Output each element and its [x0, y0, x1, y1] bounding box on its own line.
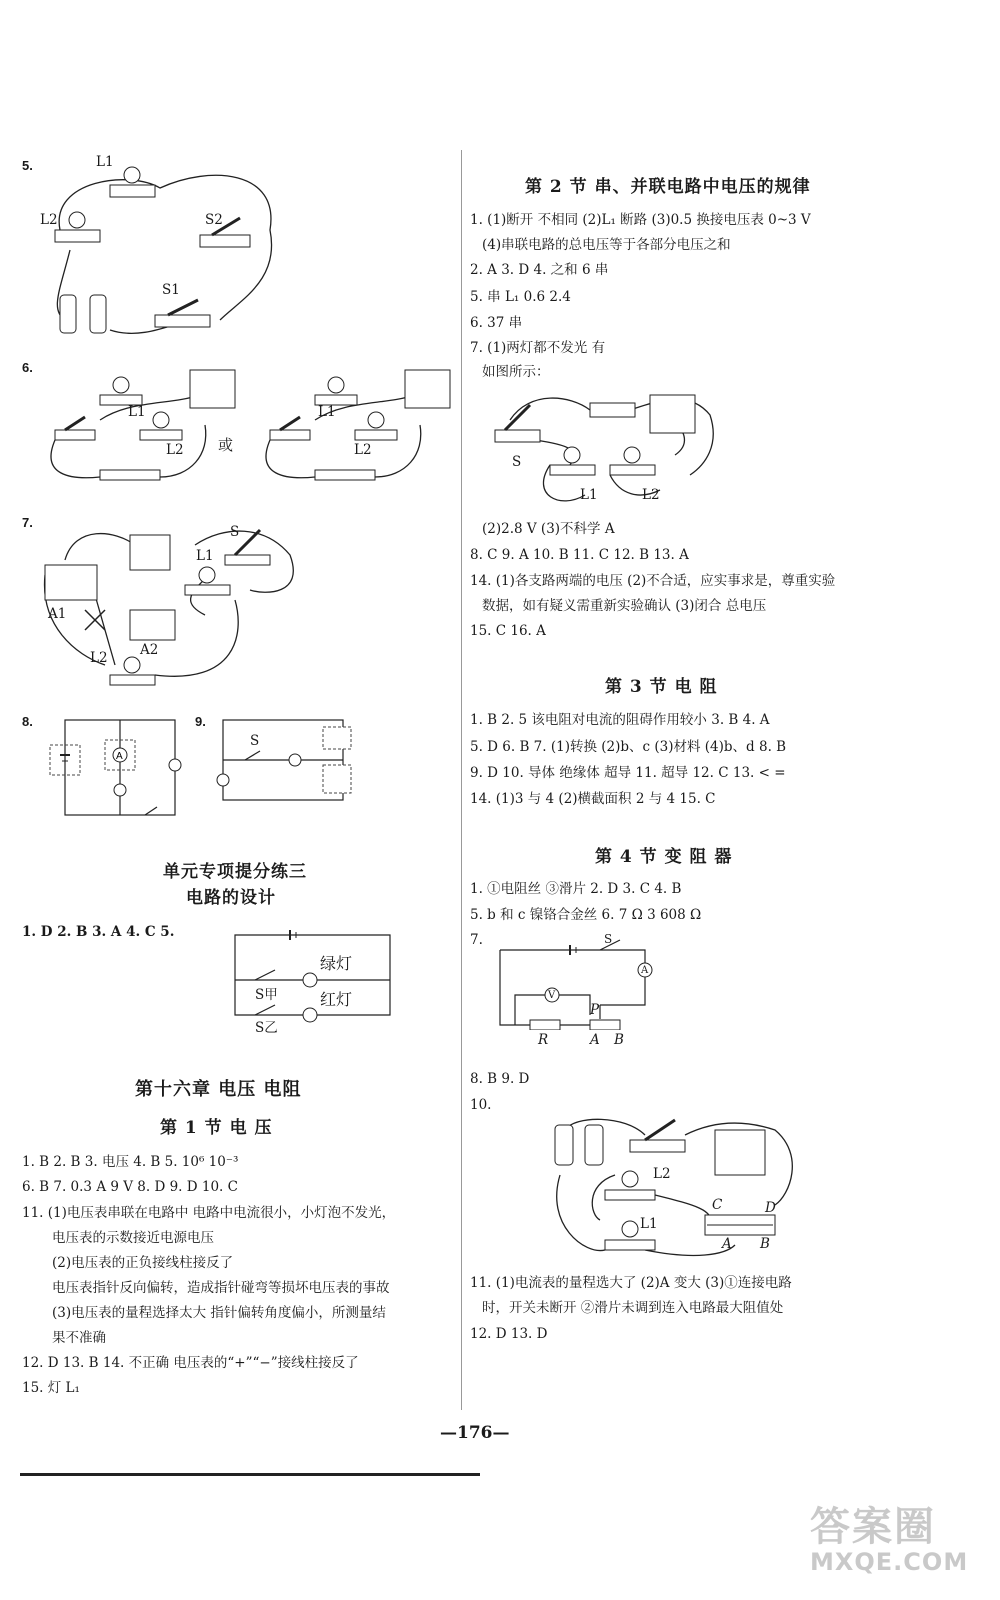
fig-7-label-a2: A2: [140, 642, 159, 658]
s4f10-label-d: D: [765, 1200, 776, 1216]
s4-line-1: 5. b 和 c 镍铬合金丝 6. 7 Ω 3 608 Ω: [470, 907, 702, 923]
fig-5-label-l2: L2: [40, 212, 58, 228]
unit-title-2: 电路的设计: [186, 888, 276, 908]
s4f10-label-l2: L2: [653, 1166, 671, 1182]
fig-8-circuit: [45, 715, 185, 820]
s4f7-label-a: A: [641, 965, 649, 976]
s2b-line-2: 14. (1)各支路两端的电压 (2)不合适，应实事求是，尊重实验: [470, 573, 836, 589]
s2-fig7-circuit: [490, 385, 720, 515]
bottom-rule: [20, 1473, 480, 1476]
s4f7-label-v: V: [548, 990, 556, 1001]
watermark-line-1: 答案圈: [810, 1504, 936, 1550]
s2-line-0: 1. (1)断开 不相同 (2)L₁ 断路 (3)0.5 换接电压表 0~3 V: [470, 212, 811, 228]
s4f10-label-c: C: [712, 1197, 723, 1213]
s2-fig-label-l2: L2: [642, 487, 660, 503]
fig-9-circuit: [215, 715, 360, 805]
s4f7-label-a2: A: [590, 1032, 600, 1048]
s4b-line-0: 8. B 9. D: [470, 1071, 530, 1087]
s2-fig-label-s: S: [512, 454, 522, 470]
column-divider: [461, 150, 462, 1410]
fig-5-label-s2: S2: [205, 212, 223, 228]
unit-label-s-jia: S甲: [255, 987, 278, 1003]
s1-line-9: 15. 灯 L₁: [22, 1380, 80, 1396]
watermark-logo: [810, 1495, 968, 1576]
s4-fig7-circuit: [490, 935, 670, 1030]
s3-line-3: 14. (1)3 与 4 (2)横截面积 2 与 4 15. C: [470, 791, 716, 807]
s2b-line-3: 数据，如有疑义需重新实验确认 (3)闭合 总电压: [482, 598, 767, 614]
s4f7-label-r: R: [538, 1032, 549, 1048]
s1-line-2: 11. (1)电压表串联在电路中 电路中电流很小，小灯泡不发光，: [22, 1205, 396, 1221]
s3-line-2: 9. D 10. 导体 绝缘体 超导 11. 超导 12. C 13. < =: [470, 765, 786, 781]
section-2-title: 第 2 节 串、并联电路中电压的规律: [525, 177, 811, 197]
fig-6-label-l1b: L1: [318, 404, 336, 420]
s4f7-label-b: B: [614, 1032, 624, 1048]
fig-6-label-l1a: L1: [128, 404, 146, 420]
s4f7-label-p: P: [590, 1002, 600, 1018]
fig-8-number: 8.: [22, 714, 33, 729]
s3-line-1: 5. D 6. B 7. (1)转换 (2)b、c (3)材料 (4)b、d 8. B: [470, 739, 787, 755]
s1-line-8: 12. D 13. B 14. 不正确 电压表的“+”“−”接线柱接反了: [22, 1355, 359, 1371]
fig-7-circuit: [35, 515, 305, 700]
fig-7-label-l1: L1: [196, 548, 214, 564]
watermark-line-2: MXQE.COM: [810, 1548, 969, 1576]
svg-text:A: A: [116, 751, 123, 762]
fig-6-label-l2b: L2: [354, 442, 372, 458]
s1-line-6: (3)电压表的量程选择太大 指针偏转角度偏小，所测量结: [52, 1305, 386, 1321]
unit-label-s-yi: S乙: [255, 1020, 278, 1036]
s2-line-6: 如图所示：: [482, 364, 550, 380]
s4f10-label-b: B: [760, 1236, 770, 1252]
s4-line-0: 1. ①电阻丝 ③滑片 2. D 3. C 4. B: [470, 881, 682, 897]
s1-line-4: (2)电压表的正负接线柱接反了: [52, 1255, 234, 1271]
fig-6-label-l2a: L2: [166, 442, 184, 458]
s1-line-3: 电压表的示数接近电源电压: [52, 1230, 214, 1246]
chapter-title: 第十六章 电压 电阻: [135, 1079, 302, 1100]
fig-7-label-l2: L2: [90, 650, 108, 666]
section-1-title: 第 1 节 电 压: [160, 1118, 273, 1138]
s4f10-label-a: A: [722, 1236, 732, 1252]
fig-6-label-or: 或: [218, 436, 234, 454]
s1-line-0: 1. B 2. B 3. 电压 4. B 5. 10⁶ 10⁻³: [22, 1154, 239, 1170]
s2b-line-0: (2)2.8 V (3)不科学 A: [482, 521, 615, 537]
section-3-title: 第 3 节 电 阻: [605, 677, 718, 697]
unit-answers: 1. D 2. B 3. A 4. C 5.: [22, 924, 175, 940]
s4f10-label-l1: L1: [640, 1216, 658, 1232]
s2-fig-label-l1: L1: [580, 487, 598, 503]
fig-6-number: 6.: [22, 360, 33, 375]
unit-design-circuit: [230, 930, 400, 1030]
s2-line-5: 7. (1)两灯都不发光 有: [470, 340, 606, 356]
s4-line-2: 7.: [470, 932, 483, 948]
s1-line-7: 果不准确: [52, 1330, 106, 1346]
s2-line-4: 6. 37 串: [470, 315, 523, 331]
s2-line-1: (4)串联电路的总电压等于各部分电压之和: [482, 237, 731, 253]
unit-label-green: 绿灯: [320, 954, 353, 973]
s1-line-5: 电压表指针反向偏转，造成指针碰弯等损坏电压表的事故: [52, 1280, 390, 1296]
s2-line-3: 5. 串 L₁ 0.6 2.4: [470, 289, 571, 305]
fig-7-label-a1: A1: [48, 606, 67, 622]
page-number: —176—: [440, 1423, 510, 1443]
s1-line-1: 6. B 7. 0.3 A 9 V 8. D 9. D 10. C: [22, 1179, 238, 1195]
unit-label-red: 红灯: [320, 990, 353, 1009]
s4c-line-0: 11. (1)电流表的量程选大了 (2)A 变大 (3)①连接电路: [470, 1275, 792, 1291]
fig-7-label-s: S: [230, 524, 240, 540]
s4f7-label-s: S: [604, 932, 613, 946]
s4c-line-1: 时，开关未断开 ②滑片未调到连入电路最大阻值处: [482, 1300, 784, 1316]
s2b-line-4: 15. C 16. A: [470, 623, 546, 639]
fig-7-number: 7.: [22, 515, 33, 530]
unit-title-1: 单元专项提分练三: [163, 862, 307, 882]
fig-6-circuit: [40, 365, 460, 490]
s4c-line-2: 12. D 13. D: [470, 1326, 548, 1342]
fig-9-number: 9.: [195, 714, 206, 729]
fig-5-number: 5.: [22, 158, 33, 173]
s3-line-0: 1. B 2. 5 该电阻对电流的阻碍作用较小 3. B 4. A: [470, 712, 770, 728]
s4b-line-1: 10.: [470, 1097, 492, 1113]
s2b-line-1: 8. C 9. A 10. B 11. C 12. B 13. A: [470, 547, 689, 563]
fig-5-circuit: [40, 160, 280, 345]
fig-9-label-s: S: [250, 733, 260, 749]
fig-5-label-s1: S1: [162, 282, 180, 298]
section-4-title: 第 4 节 变 阻 器: [595, 847, 733, 867]
s2-line-2: 2. A 3. D 4. 之和 6 串: [470, 262, 609, 278]
fig-5-label-l1: L1: [96, 154, 114, 170]
